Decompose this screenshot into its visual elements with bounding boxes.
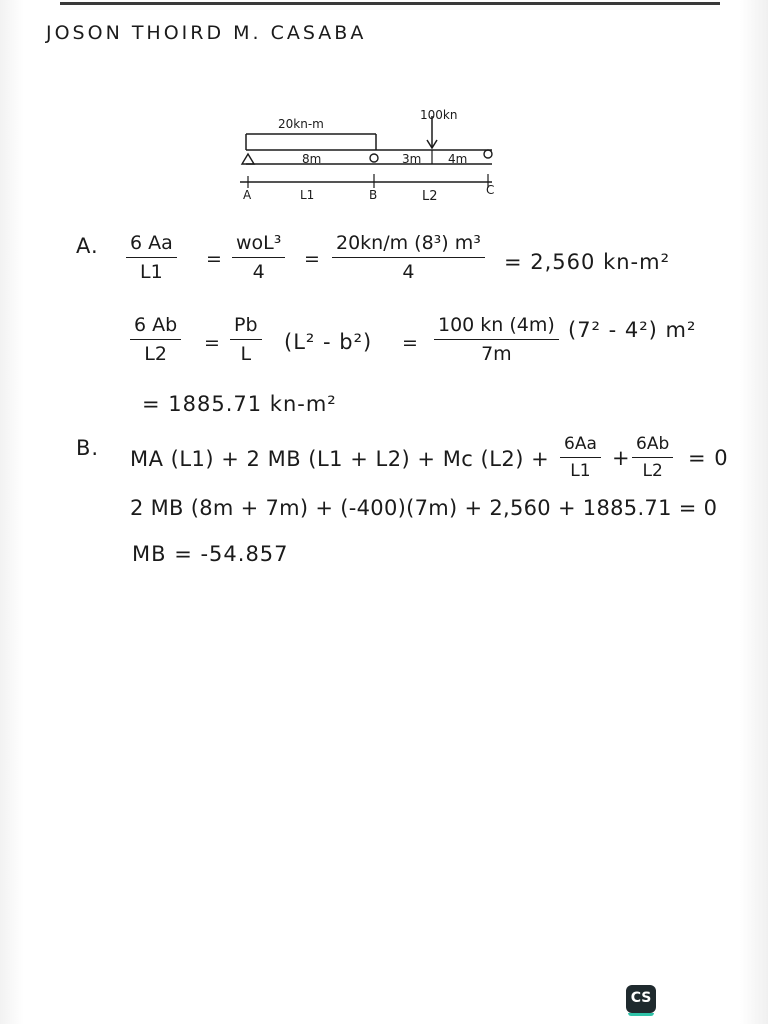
result-2560: = 2,560 kn-m²: [504, 250, 670, 274]
frac-pb-l: [230, 314, 262, 365]
part-a-label: A.: [76, 234, 99, 258]
result-1885: = 1885.71 kn-m²: [142, 392, 337, 416]
frac-6aa-l1-b: [560, 434, 601, 481]
mb-result: MB = -54.857: [132, 542, 289, 566]
seg-b-label: 4m: [448, 152, 468, 166]
beam-diagram: [230, 104, 520, 204]
frac-den: 4: [252, 261, 265, 283]
frac-num: Pb: [230, 314, 262, 340]
plus-sign: +: [612, 446, 631, 470]
equals: =: [304, 248, 321, 270]
frac-den: 4: [402, 261, 415, 283]
frac-den: 7m: [481, 343, 512, 365]
frac-6ab-l2-b: [632, 434, 673, 481]
support-c-label: C: [486, 183, 495, 197]
equals: =: [204, 332, 221, 354]
author-name: JOSON THOIRD M. CASABA: [46, 22, 367, 44]
frac-den: L2: [642, 461, 663, 481]
support-b-icon: [370, 154, 378, 162]
dist-load-label: 20kn-m: [278, 117, 324, 131]
span-left-label: 8m: [302, 152, 322, 166]
frac-6aa-l1: [126, 232, 177, 283]
equals-zero: = 0: [688, 446, 729, 470]
support-b-label: B: [369, 188, 378, 202]
frac-6ab-l2: [130, 314, 181, 365]
term-7-4: (7² - 4²) m²: [568, 318, 697, 342]
frac-num: 6 Aa: [126, 232, 177, 258]
frac-den: L1: [570, 461, 591, 481]
l1-label: L1: [300, 188, 315, 202]
equals: =: [402, 332, 419, 354]
l2-label: L2: [422, 189, 438, 204]
support-a-label: A: [243, 188, 252, 202]
frac-num: 6Ab: [632, 434, 673, 458]
equals: =: [206, 248, 223, 270]
frac-num: woL³: [232, 232, 285, 258]
frac-den: L: [240, 343, 252, 365]
top-rule: [60, 2, 720, 5]
frac-den: L2: [144, 343, 167, 365]
frac-num: 20kn/m (8³) m³: [332, 232, 485, 258]
three-moment-eq: MA (L1) + 2 MB (L1 + L2) + Mc (L2) +: [130, 447, 550, 471]
frac-num: 100 kn (4m): [434, 314, 559, 340]
camscanner-logo: CS: [626, 985, 656, 1013]
support-a-icon: [242, 154, 254, 164]
seg-a-label: 3m: [402, 152, 422, 166]
point-load-label: 100kn: [420, 108, 458, 122]
frac-num: 6Aa: [560, 434, 601, 458]
term-l2-b2: (L² - b²): [284, 330, 373, 354]
frac-wol3-4: [232, 232, 285, 283]
frac-100kn-7m: [434, 314, 559, 365]
frac-num: 6 Ab: [130, 314, 181, 340]
substituted-eq: 2 MB (8m + 7m) + (-400)(7m) + 2,560 + 1885.71 = 0: [130, 496, 718, 520]
frac-load-4: [332, 232, 485, 283]
support-c-icon: [484, 150, 492, 158]
frac-den: L1: [140, 261, 163, 283]
part-b-label: B.: [76, 436, 100, 460]
